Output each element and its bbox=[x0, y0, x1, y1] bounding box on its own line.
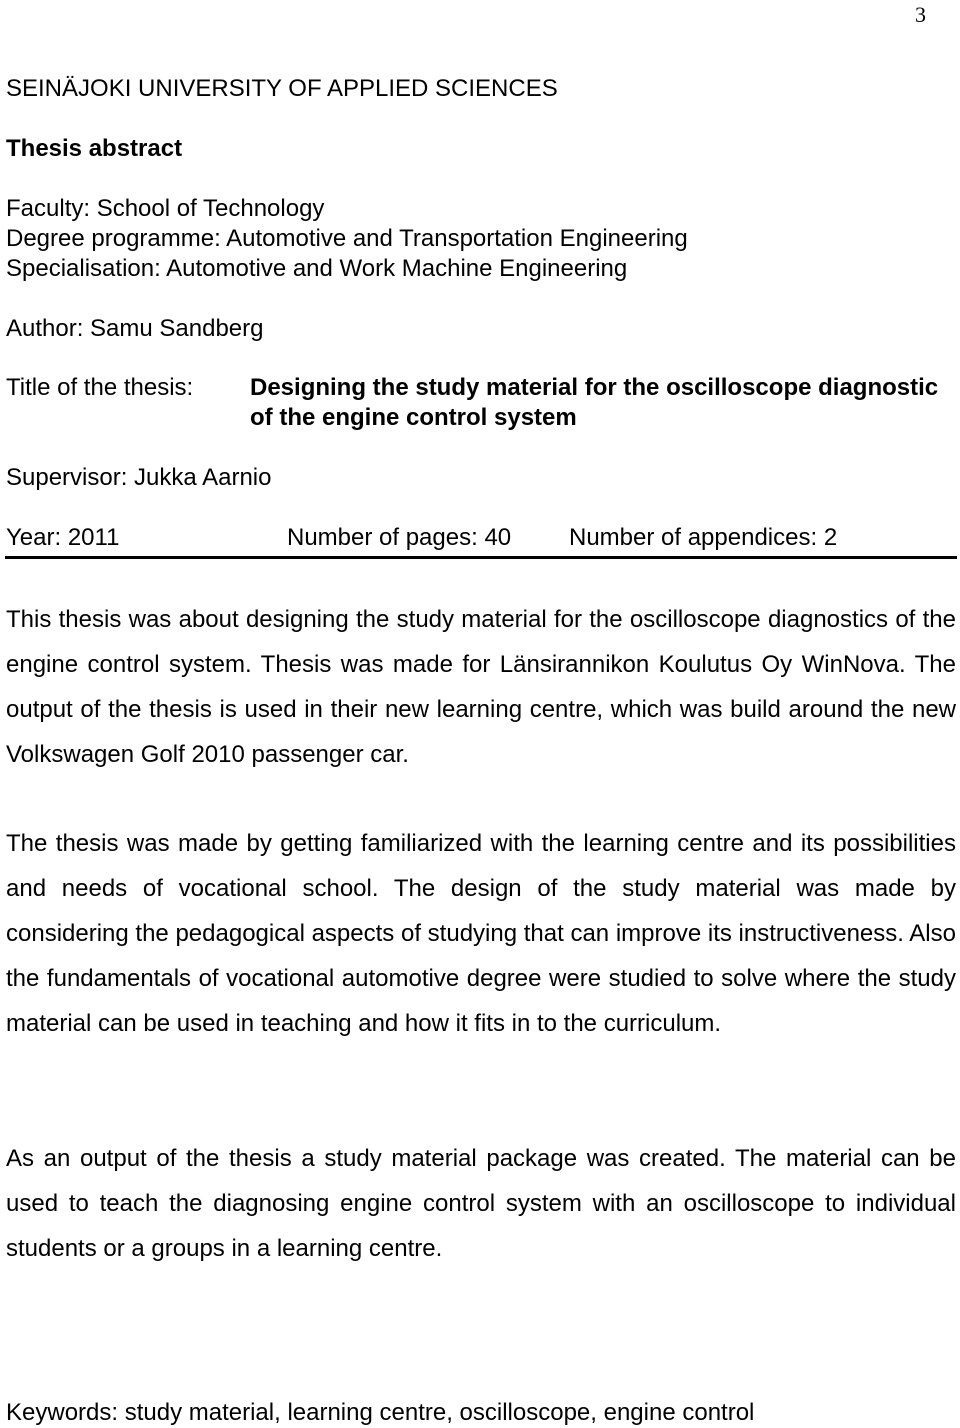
author-line: Author: Samu Sandberg bbox=[6, 315, 264, 342]
divider-rule bbox=[5, 556, 957, 559]
appendices-field: Number of appendices: 2 bbox=[569, 524, 838, 551]
university-name: SEINÄJOKI UNIVERSITY OF APPLIED SCIENCES bbox=[6, 75, 558, 102]
thesis-meta-row bbox=[6, 523, 956, 553]
thesis-title-label: Title of the thesis: bbox=[6, 374, 194, 401]
page-number: 3 bbox=[915, 2, 926, 27]
keywords-line: Keywords: study material, learning centre, oscilloscope, engine control bbox=[6, 1399, 755, 1426]
thesis-title-line: Designing the study material for the oscilloscope diagnostic bbox=[250, 374, 939, 401]
pages-field: Number of pages: 40 bbox=[287, 524, 512, 551]
year-field: Year: 2011 bbox=[6, 524, 120, 551]
document-heading: Thesis abstract bbox=[6, 135, 183, 162]
thesis-title-line: of the engine control system bbox=[250, 404, 577, 431]
abstract-paragraph: As an output of the thesis a study material package was created. The material can be used to teach the diagnosing engine control system with an oscilloscope to individual students or a groups in a learning centre. bbox=[6, 1145, 956, 1262]
thesis-title bbox=[250, 373, 938, 433]
abstract-paragraph: The thesis was made by getting familiarized with the learning centre and its possibilities and needs of vocational school. The design of the study material was made by considering the pedagogical aspects of studying that can improve its instructiveness. Also the fundamentals of vocational automotive degree were studied to solve where the study material can be used in teaching and how it fits in to the curriculum. bbox=[6, 830, 956, 1037]
specialisation-line: Specialisation: Automotive and Work Machine Engineering bbox=[6, 255, 628, 282]
supervisor-line: Supervisor: Jukka Aarnio bbox=[6, 464, 272, 491]
faculty-line: Faculty: School of Technology bbox=[6, 195, 325, 222]
abstract-paragraph: This thesis was about designing the study material for the oscilloscope diagnostics of the engine control system. Thesis was made for Länsirannikon Koulutus Oy WinNova. The output of the thesis is used in their new learning centre, which was build around the new Volkswagen Golf 2010 passenger car. bbox=[6, 606, 956, 768]
degree-programme-line: Degree programme: Automotive and Transportation Engineering bbox=[6, 225, 688, 252]
